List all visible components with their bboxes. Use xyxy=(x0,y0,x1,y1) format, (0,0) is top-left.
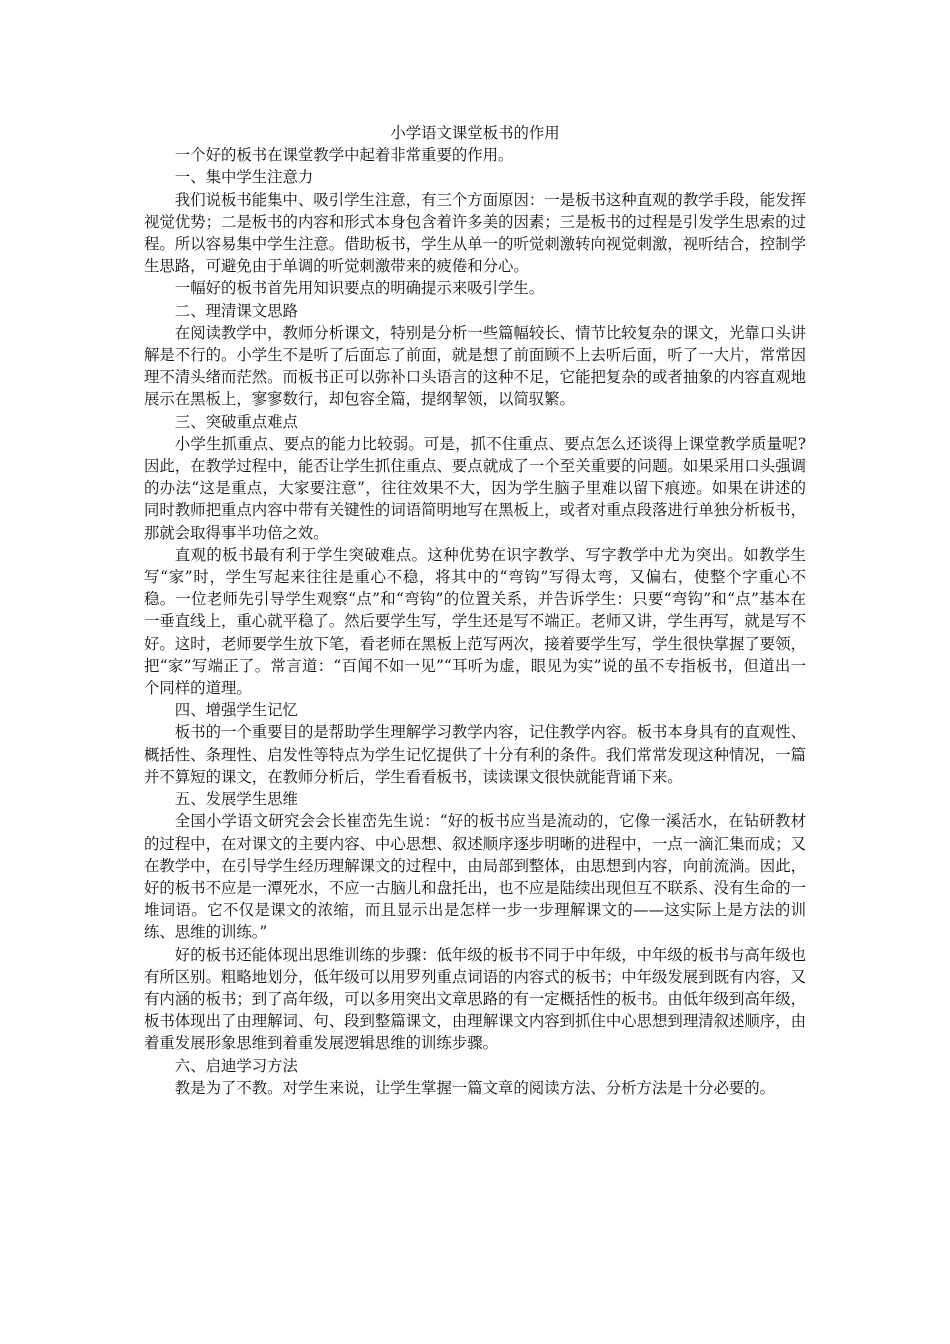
paragraph: 在阅读教学中，教师分析课文，特别是分析一些篇幅较长、情节比较复杂的课文，光靠口头讲解是不行的。小学生不是听了后面忘了前面，就是想了前面顾不上去听后面，听了一大片，常常因理不清头绪而茫然。而板书正可以弥补口头语言的这种不足，它能把复杂的或者抽象的内容直观地展示在黑板上，寥寥数行，却包容全篇，提纲挈领，以简驭繁。 xyxy=(144,323,806,409)
document-page xyxy=(144,122,806,1099)
paragraph: 小学生抓重点、要点的能力比较弱。可是，抓不住重点、要点怎么还谈得上课堂教学质量呢?因此，在教学过程中，能否让学生抓住重点、要点就成了一个至关重要的问题。如果采用口头强调的办法“这是重点，大家要注意”，往往效果不大，因为学生脑子里难以留下痕迹。如果在讲述的同时教师把重点内容中带有关键性的词语简明地写在黑板上，或者对重点段落进行单独分析板书，那就会取得事半功倍之效。 xyxy=(144,434,806,542)
paragraph: 教是为了不教。对学生来说，让学生掌握一篇文章的阅读方法、分析方法是十分必要的。 xyxy=(174,1078,776,1097)
section-heading-3: 三、突破重点难点 xyxy=(174,412,298,431)
paragraph: 全国小学语文研究会会长崔峦先生说：“好的板书应当是流动的，它像一溪活水，在钻研教材的过程中，在对课文的主要内容、中心思想、叙述顺序逐步明晰的进程中，一点一滴汇集而成；又在教学中，在引导学生经历理解课文的过程中，由局部到整体，由思想到内容，向前流淌。因此，好的板书不应是一潭死水，不应一古脑儿和盘托出，也不应是陆续出现但互不联系、没有生命的一堆词语。它不仅是课文的浓缩，而且显示出是怎样一步一步理解课文的——这实际上是方法的训练、思维的训练。” xyxy=(144,812,806,942)
section-heading-4: 四、增强学生记忆 xyxy=(174,701,298,720)
paragraph: 板书的一个重要目的是帮助学生理解学习教学内容，记住教学内容。板书本身具有的直观性、概括性、条理性、启发性等特点为学生记忆提供了十分有利的条件。我们常常发现这种情况，一篇并不算短的课文，在教师分析后，学生看看板书，读读课文很快就能背诵下来。 xyxy=(144,723,806,786)
section-heading-5: 五、发展学生思维 xyxy=(174,790,298,809)
section-heading-2: 二、理清课文思路 xyxy=(174,301,298,320)
section-heading-1: 一、集中学生注意力 xyxy=(174,168,314,187)
document-title: 小学语文课堂板书的作用 xyxy=(390,124,560,142)
paragraph: 好的板书还能体现出思维训练的步骤：低年级的板书不同于中年级，中年级的板书与高年级也有所区别。粗略地划分，低年级可以用罗列重点词语的内容式的板书；中年级发展到既有内容，又有内涵的板书；到了高年级，可以多用突出文章思路的有一定概括性的板书。由低年级到高年级，板书体现出了由理解词、句、段到整篇课文，由理解课文内容到抓住中心思想到理清叙述顺序，由着重发展形象思维到着重发展逻辑思维的训练步骤。 xyxy=(144,945,806,1053)
paragraph: 直观的板书最有利于学生突破难点。这种优势在识字教学、写字教学中尤为突出。如教学生写“家”时，学生写起来往往是重心不稳，将其中的“弯钩”写得太弯，又偏右，使整个字重心不稳。一位老师先引导学生观察“点”和“弯钩”的位置关系，并告诉学生：只要“弯钩”和“点”基本在一垂直线上，重心就平稳了。然后要学生写，学生还是写不端正。老师又讲，学生再写，就是写不好。这时，老师要学生放下笔，看老师在黑板上范写两次，接着要学生写，学生很快掌握了要领，把“家”写端正了。常言道：“百闻不如一见”“耳听为虚，眼见为实”说的虽不专指板书，但道出一个同样的道理。 xyxy=(144,545,806,698)
paragraph: 我们说板书能集中、吸引学生注意，有三个方面原因：一是板书这种直观的教学手段，能发挥视觉优势；二是板书的内容和形式本身包含着许多美的因素；三是板书的过程是引发学生思索的过程。所以容易集中学生注意。借助板书，学生从单一的听觉刺激转向视觉刺激，视听结合，控制学生思路，可避免由于单调的听觉刺激带来的疲倦和分心。 xyxy=(144,190,806,276)
paragraph-intro: 一个好的板书在课堂教学中起着非常重要的作用。 xyxy=(174,146,514,165)
paragraph: 一幅好的板书首先用知识要点的明确提示来吸引学生。 xyxy=(174,279,545,298)
section-heading-6: 六、启迪学习方法 xyxy=(174,1056,298,1075)
